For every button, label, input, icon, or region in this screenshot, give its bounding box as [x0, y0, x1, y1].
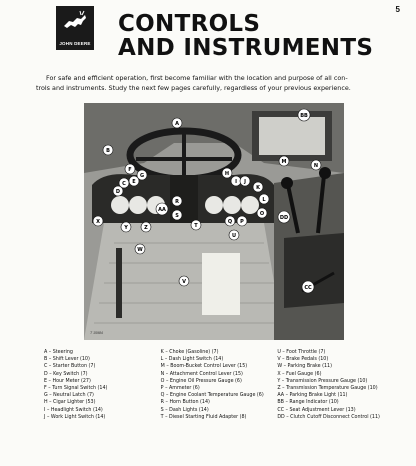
- svg-text:D: D: [115, 189, 121, 195]
- legend-item: M – Boom-Bucket Control Lever (15): [160, 364, 248, 370]
- legend-item: A – Steering: [44, 350, 73, 355]
- legend-item: P – Ammeter (6): [160, 386, 200, 392]
- legend-column-3: [277, 349, 394, 421]
- svg-text:J: J: [244, 179, 246, 185]
- svg-text:X: X: [96, 219, 100, 225]
- callout-o: [257, 208, 267, 218]
- svg-text:CC: CC: [304, 285, 312, 291]
- svg-text:B: B: [106, 148, 110, 154]
- legend-item: T – Diesel Starting Fluid Adapter (8): [160, 414, 247, 420]
- callout-d: [113, 186, 123, 196]
- callout-w: [135, 244, 145, 254]
- callout-a: [172, 118, 182, 128]
- title-line-1: CONTROLS: [118, 11, 261, 37]
- intro-paragraph: [36, 73, 382, 93]
- page-number: 5: [395, 5, 400, 14]
- callout-t: [191, 220, 201, 230]
- deer-icon: [61, 10, 89, 32]
- svg-text:I: I: [235, 179, 237, 185]
- svg-text:O: O: [259, 211, 265, 217]
- legend-item: I – Headlight Switch (14): [44, 407, 103, 413]
- svg-text:G: G: [139, 173, 145, 179]
- callout-p: [237, 216, 247, 226]
- svg-text:T: T: [194, 223, 198, 229]
- legend-item: S – Dash Lights (14): [160, 407, 209, 413]
- svg-text:Q: Q: [227, 219, 233, 225]
- john-deere-logo: [56, 6, 94, 50]
- legend-item: Q – Engine Coolant Temperature Gauge (6): [160, 393, 264, 399]
- callout-z: [141, 222, 151, 232]
- callout-g: [137, 170, 147, 180]
- legend-item: E – Hour Meter (27): [44, 378, 91, 384]
- legend-item: D – Key Switch (7): [44, 371, 88, 377]
- legend-item: H – Cigar Lighter (53): [44, 400, 96, 406]
- controls-legend: [44, 349, 394, 421]
- callout-dd: [278, 211, 290, 223]
- svg-text:AA: AA: [158, 207, 166, 213]
- callout-f: [125, 164, 135, 174]
- legend-item: C – Starter Button (7): [44, 364, 96, 370]
- svg-text:V: V: [182, 279, 186, 285]
- svg-text:R: R: [175, 199, 179, 205]
- page-title: [118, 12, 373, 60]
- svg-text:N: N: [313, 163, 319, 169]
- legend-item: W – Parking Brake (11): [277, 364, 332, 370]
- svg-text:W: W: [137, 247, 143, 253]
- svg-text:C: C: [122, 181, 126, 187]
- operator-station-illustration: [84, 103, 344, 340]
- intro-line-2: trols and instruments. Study the next few pages carefully, regardless of your previous experience.: [36, 84, 351, 92]
- svg-text:U: U: [231, 233, 237, 239]
- logo-text: JOHN DEERE: [59, 41, 91, 46]
- svg-text:M: M: [281, 159, 287, 165]
- legend-column-1: [44, 349, 161, 421]
- legend-item: U – Foot Throttle (7): [277, 350, 326, 355]
- callout-r: [172, 196, 182, 206]
- legend-item: K – Choke (Gasoline) (7): [160, 350, 219, 355]
- legend-item: R – Horn Button (14): [160, 400, 210, 406]
- figure-id: T 15984: [90, 331, 103, 335]
- callout-l: [259, 194, 269, 204]
- svg-text:F: F: [128, 167, 132, 173]
- callout-h: [222, 168, 232, 178]
- legend-item: DD – Clutch Cutoff Disconnect Control (11): [277, 414, 380, 420]
- legend-item: CC – Seat Adjustment Lever (13): [277, 407, 356, 413]
- legend-item: L – Dash Light Switch (14): [160, 357, 224, 363]
- callout-m: [279, 156, 289, 166]
- callout-u: [229, 230, 239, 240]
- callout-k: [253, 182, 263, 192]
- legend-item: AA – Parking Brake Light (11): [277, 393, 348, 399]
- legend-item: J – Work Light Switch (14): [44, 414, 106, 420]
- legend-item: N – Attachment Control Lever (15): [160, 371, 243, 377]
- callout-i: [231, 176, 241, 186]
- callout-aa: [156, 203, 168, 215]
- legend-item: B – Shift Lever (10): [44, 357, 90, 363]
- callout-b: [103, 145, 113, 155]
- callout-j: [240, 176, 250, 186]
- callout-s: [172, 210, 182, 220]
- svg-text:H: H: [224, 171, 230, 177]
- callout-y: [121, 222, 131, 232]
- legend-item: BB – Range Indicator (10): [277, 400, 339, 406]
- legend-item: G – Neutral Latch (7): [44, 393, 94, 399]
- svg-text:A: A: [175, 121, 179, 127]
- legend-item: V – Brake Pedals (10): [277, 357, 329, 363]
- svg-text:Z: Z: [144, 225, 148, 231]
- callout-x: [93, 216, 103, 226]
- callout-bb: [298, 109, 310, 121]
- legend-item: Z – Transmission Temperature Gauge (10): [277, 386, 378, 392]
- svg-text:L: L: [262, 197, 266, 203]
- svg-text:K: K: [256, 185, 260, 191]
- callout-cc: [302, 281, 314, 293]
- callout-v: [179, 276, 189, 286]
- svg-text:DD: DD: [279, 215, 289, 221]
- svg-text:BB: BB: [300, 113, 308, 119]
- intro-line-1: For safe and efficient operation, first become familiar with the location and purpose of all con-: [46, 74, 348, 82]
- svg-text:Y: Y: [124, 225, 128, 231]
- legend-item: X – Fuel Gauge (6): [277, 371, 322, 377]
- legend-item: O – Engine Oil Pressure Gauge (6): [160, 378, 242, 384]
- svg-text:S: S: [175, 213, 179, 219]
- legend-item: F – Turn Signal Switch (14): [44, 386, 108, 392]
- callout-n: [311, 160, 321, 170]
- legend-item: Y – Transmission Pressure Gauge (10): [277, 378, 368, 384]
- callout-q: [225, 216, 235, 226]
- legend-column-2: [161, 349, 278, 421]
- svg-text:P: P: [240, 219, 244, 225]
- svg-text:E: E: [132, 179, 136, 185]
- title-line-2: AND INSTRUMENTS: [118, 35, 374, 61]
